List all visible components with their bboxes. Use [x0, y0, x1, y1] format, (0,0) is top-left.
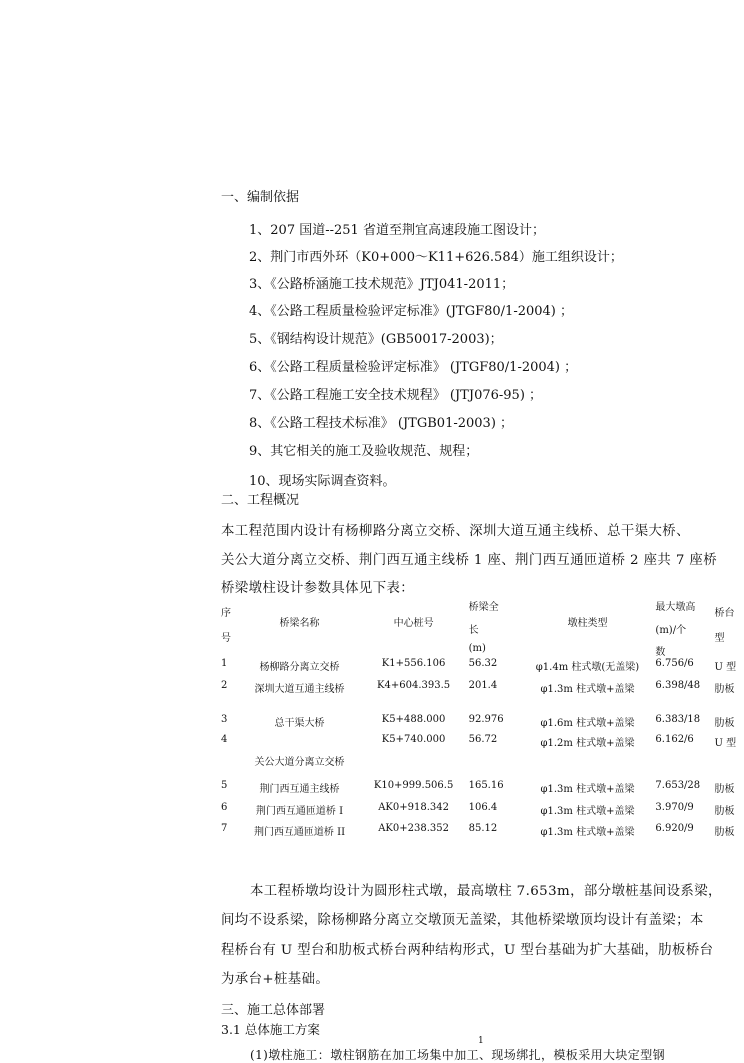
cell-abut: 肋板: [714, 684, 735, 695]
table-row: [221, 823, 744, 843]
table-header-row: [221, 598, 744, 658]
table-row: [221, 734, 744, 780]
intro-line: 桥梁墩柱设计参数具体见下表：: [221, 581, 415, 596]
body-line: 本工程桥墩均设计为圆形柱式墩，最高墩柱 7.653m，部分墩桩基间设系梁，: [250, 884, 722, 899]
cell-abut: 肋板: [714, 784, 735, 795]
cell-max: 6.756/6: [655, 658, 694, 669]
cell-pier: φ1.3m 柱式墩+盖梁: [540, 784, 635, 795]
cell-station: K10+999.506.5: [373, 780, 454, 791]
cell-length: 56.72: [468, 734, 498, 745]
cell-no: 1: [221, 658, 228, 669]
cell-no: 6: [221, 802, 228, 813]
cell-length: 92.976: [468, 714, 504, 725]
cell-abut: 肋板: [714, 827, 735, 838]
header-text: (m): [468, 643, 486, 654]
cell-name: 荆门西互通匝道桥 II: [253, 827, 346, 838]
table-row: [221, 780, 744, 802]
reference-item: 2、荆门市西外环（K0+000～K11+626.584）施工组织设计；: [249, 250, 623, 265]
body-line: 为承台+桩基础。: [221, 972, 330, 987]
cell-max: 6.162/6: [655, 734, 694, 745]
reference-item: 9、其它相关的施工及验收规范、规程；: [249, 444, 479, 459]
cell-name: 深圳大道互通主线桥: [254, 684, 345, 695]
cell-station: K4+604.393.5: [377, 680, 451, 691]
cell-no: 4: [221, 734, 228, 745]
cell-no: 3: [221, 714, 228, 725]
section-2-heading: 二、工程概况: [221, 493, 300, 508]
cell-max: 3.970/9: [655, 802, 694, 813]
subsection-heading: 3.1 总体施工方案: [221, 1022, 320, 1037]
header-pier-type: [520, 598, 656, 658]
header-text: (m)/个: [655, 625, 687, 636]
reference-item: 1、207 国道--251 省道至荆宜高速段施工图设计；: [249, 223, 545, 238]
table-row: [221, 802, 744, 823]
pier-parameters-table: [221, 598, 744, 843]
cell-name: 总干渠大桥: [274, 718, 325, 729]
header-text: 序: [221, 608, 231, 619]
cell-no: 5: [221, 780, 228, 791]
body-line: (1)墩柱施工：墩柱钢筋在加工场集中加工、现场绑扎，模板采用大块定型钢: [250, 1048, 666, 1062]
intro-line: 关公大道分离立交桥、荆门西互通主线桥 1 座、荆门西互通匝道桥 2 座共 7 座桥: [221, 553, 717, 568]
cell-name: 荆门西互通匝道桥 I: [255, 806, 344, 817]
header-text: 型: [714, 633, 725, 644]
cell-length: 85.12: [468, 823, 498, 834]
reference-item: 10、现场实际调查资料。: [249, 474, 396, 489]
cell-length: 165.16: [468, 780, 504, 791]
page-number: 1: [478, 1036, 484, 1046]
header-abutment: [714, 598, 744, 658]
header-text: 桥梁全: [468, 602, 499, 613]
header-length: [469, 598, 520, 658]
table-row: [221, 680, 744, 714]
cell-max: 7.653/28: [655, 780, 701, 791]
cell-pier: φ1.3m 柱式墩+盖梁: [540, 827, 635, 838]
header-station: [359, 598, 469, 658]
cell-max: 6.920/9: [655, 823, 694, 834]
cell-abut: 肋板: [714, 718, 735, 729]
table-row: [221, 714, 744, 734]
cell-name: 关公大道分离立交桥: [254, 757, 345, 768]
header-text: 长: [468, 625, 479, 636]
cell-station: K5+740.000: [381, 734, 446, 745]
reference-item: 3、《公路桥涵施工技术规范》JTJ041-2011；: [249, 277, 515, 292]
reference-item: 7、《公路工程施工安全技术规程》 (JTJ076-95) ；: [249, 388, 543, 403]
header-text: 桥梁名称: [279, 618, 320, 629]
cell-max: 6.398/48: [655, 680, 701, 691]
cell-max: 6.383/18: [655, 714, 701, 725]
cell-length: 106.4: [468, 802, 498, 813]
body-line: 间均不设系梁，除杨柳路分离立交墩顶无盖梁，其他桥梁墩顶均设计有盖梁；本: [221, 913, 704, 928]
section-1-heading: 一、编制依据: [221, 190, 300, 205]
cell-station: AK0+238.352: [378, 823, 449, 834]
cell-abut: U 型: [714, 738, 737, 749]
cell-length: 56.32: [468, 658, 498, 669]
cell-pier: φ1.3m 柱式墩+盖梁: [540, 806, 635, 817]
cell-pier: φ1.2m 柱式墩+盖梁: [540, 738, 635, 749]
header-text: 墩柱类型: [567, 618, 608, 629]
cell-no: 2: [221, 680, 228, 691]
table-row: [221, 658, 744, 680]
header-text: 桥台: [714, 608, 735, 619]
header-max-height: [655, 598, 714, 658]
header-text: 最大墩高: [655, 602, 696, 613]
header-text: 数: [655, 647, 666, 658]
section-3-heading: 三、施工总体部署: [221, 1003, 326, 1018]
cell-abut: 肋板: [714, 806, 735, 817]
cell-pier: φ1.3m 柱式墩+盖梁: [540, 684, 635, 695]
reference-item: 6、《公路工程质量检验评定标准》 (JTGF80/1-2004) ；: [249, 360, 578, 375]
cell-name: 荆门西互通主线桥: [259, 784, 340, 795]
cell-pier: φ1.4m 柱式墩(无盖梁): [535, 662, 640, 673]
reference-item: 8、《公路工程技术标准》 (JTGB01-2003) ；: [249, 416, 514, 431]
intro-line: 本工程范围内设计有杨柳路分离立交桥、深圳大道互通主线桥、总干渠大桥、: [221, 524, 690, 539]
reference-item: 4、《公路工程质量检验评定标准》(JTGF80/1-2004) ；: [249, 304, 574, 319]
cell-station: K5+488.000: [381, 714, 446, 725]
cell-length: 201.4: [468, 680, 498, 691]
cell-name: 杨柳路分离立交桥: [259, 662, 340, 673]
header-no: [221, 598, 240, 658]
cell-pier: φ1.6m 柱式墩+盖梁: [540, 718, 635, 729]
header-text: 号: [221, 633, 231, 644]
cell-no: 7: [221, 823, 228, 834]
cell-abut: U 型: [714, 662, 737, 673]
header-name: [240, 598, 358, 658]
header-text: 中心桩号: [393, 618, 434, 629]
reference-item: 5、《钢结构设计规范》(GB50017-2003)；: [249, 332, 503, 347]
cell-station: AK0+918.342: [378, 802, 449, 813]
body-line: 程桥台有 U 型台和肋板式桥台两种结构形式，U 型台基础为扩大基础，肋板桥台: [221, 943, 714, 958]
cell-station: K1+556.106: [381, 658, 446, 669]
